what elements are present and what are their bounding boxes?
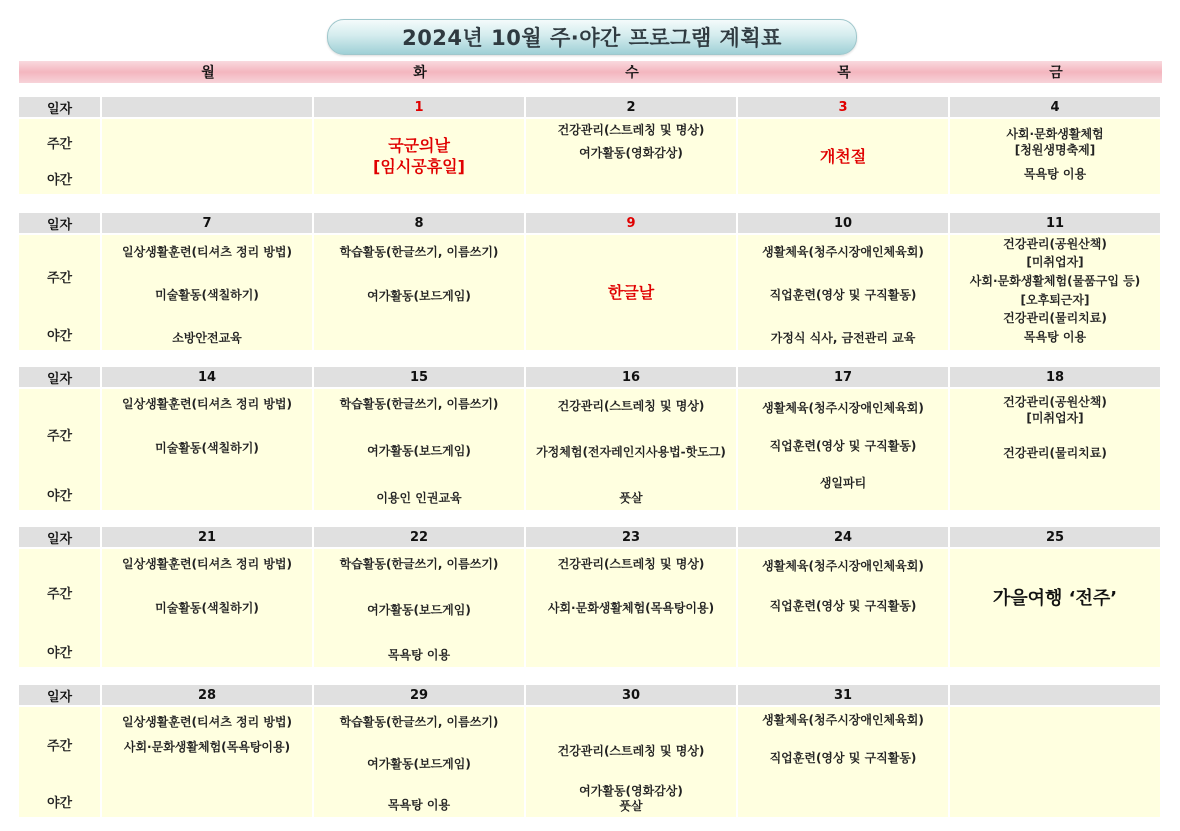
program-cell [950, 707, 1160, 817]
date-cell [950, 685, 1160, 705]
date-cell: 14 [102, 367, 312, 387]
program-cell [738, 549, 948, 667]
program-cell [526, 707, 736, 817]
date-cell: 22 [314, 527, 524, 547]
program-item: 건강관리(공원산책) [1003, 395, 1107, 409]
program-item: 직업훈련(영상 및 구직활동) [769, 598, 917, 613]
week-row [19, 685, 1162, 817]
night-shift-label: 야간 [46, 329, 73, 345]
date-cell: 28 [102, 685, 312, 705]
program-cell [950, 119, 1160, 194]
program-item: 목욕탕 이용 [1023, 167, 1087, 182]
program-item: 학습활동(한글쓰기, 이름쓰기) [339, 245, 499, 259]
program-item: 학습활동(한글쓰기, 이름쓰기) [339, 715, 499, 729]
program-item: 건강관리(물리치료) [1003, 311, 1107, 326]
date-cell: 4 [950, 97, 1160, 117]
shift-labels [19, 707, 100, 817]
program-item: 건강관리(물리치료) [1003, 446, 1107, 461]
program-item: 가정식 식사, 금전관리 교육 [770, 331, 916, 346]
program-item: 사회·문화생활체험(목욕탕이용) [123, 739, 291, 754]
program-cell [738, 119, 948, 194]
program-cell [314, 119, 524, 194]
program-cell [738, 235, 948, 350]
trip-label: 가을여행 ‘전주’ [992, 588, 1118, 610]
program-item: 여가활동(보드게임) [367, 288, 471, 303]
program-item: 건강관리(스트레칭 및 명상) [557, 399, 705, 413]
program-item: 생활체육(청주시장애인체육회) [762, 713, 924, 727]
program-item: 직업훈련(영상 및 구직활동) [769, 750, 917, 765]
program-cell [950, 549, 1160, 667]
program-item: 건강관리(공원산책) [1003, 236, 1107, 251]
program-item: 생활체육(청주시장애인체육회) [762, 559, 924, 573]
night-shift-label: 야간 [46, 796, 73, 812]
date-cell: 17 [738, 367, 948, 387]
program-cell [314, 235, 524, 350]
program-item: 학습활동(한글쓰기, 이름쓰기) [339, 557, 499, 571]
date-cell: 24 [738, 527, 948, 547]
date-cell: 11 [950, 213, 1160, 233]
program-cell [314, 549, 524, 667]
program-item: 여가활동(영화감상) [579, 145, 683, 160]
program-cell [102, 707, 312, 817]
holiday-label: 국군의날 [388, 136, 450, 156]
program-item: [오후퇴근자] [1020, 292, 1090, 307]
program-item: 사회·문화생활체험 [1006, 127, 1104, 141]
program-item: 풋살 [619, 799, 643, 814]
weekday-fri: 금 [1049, 65, 1063, 81]
date-cell [102, 97, 312, 117]
date-cell: 2 [526, 97, 736, 117]
program-cell [314, 707, 524, 817]
date-cell: 25 [950, 527, 1160, 547]
week-row [19, 527, 1162, 667]
date-row-label: 일자 [19, 527, 100, 547]
program-cell [102, 119, 312, 194]
program-item: [미취업자] [1026, 255, 1084, 270]
program-item: [미취업자] [1026, 410, 1084, 425]
day-shift-label: 주간 [46, 271, 73, 286]
date-cell: 7 [102, 213, 312, 233]
program-item: 건강관리(스트레칭 및 명상) [557, 557, 705, 571]
holiday-label: 개천절 [819, 146, 867, 166]
week-row [19, 213, 1162, 350]
weekday-wed: 수 [625, 65, 639, 81]
date-cell: 9 [526, 213, 736, 233]
program-cell [314, 389, 524, 510]
program-item: 생활체육(청주시장애인체육회) [762, 401, 924, 415]
program-item: 사회·문화생활체험(목욕탕이용) [547, 600, 715, 615]
program-item: 이용인 인권교육 [376, 491, 462, 506]
program-item: 건강관리(스트레칭 및 명상) [557, 744, 705, 759]
program-item: 여가활동(보드게임) [367, 756, 471, 771]
program-cell [102, 389, 312, 510]
program-item: 사회·문화생활체험(물품구입 등) [969, 273, 1141, 288]
shift-labels [19, 389, 100, 510]
night-shift-label: 야간 [46, 646, 73, 662]
night-shift-label: 야간 [46, 173, 73, 189]
program-cell [526, 549, 736, 667]
date-cell: 21 [102, 527, 312, 547]
date-cell: 1 [314, 97, 524, 117]
program-item: 일상생활훈련(티셔츠 정리 방법) [121, 245, 293, 259]
page-title: 2024년 10월 주·야간 프로그램 계획표 [327, 19, 857, 55]
program-item: 여가활동(보드게임) [367, 602, 471, 617]
date-row-label: 일자 [19, 367, 100, 387]
date-cell: 29 [314, 685, 524, 705]
program-item: 가정체험(전자레인지사용법-핫도그) [536, 445, 726, 460]
program-item: 학습활동(한글쓰기, 이름쓰기) [339, 397, 499, 411]
program-item: 일상생활훈련(티셔츠 정리 방법) [121, 557, 293, 571]
program-item: 건강관리(스트레칭 및 명상) [557, 123, 705, 137]
day-shift-label: 주간 [46, 429, 73, 444]
program-item: 직업훈련(영상 및 구직활동) [769, 438, 917, 453]
date-cell: 31 [738, 685, 948, 705]
weekday-blank [19, 61, 102, 83]
date-row-label: 일자 [19, 97, 100, 117]
program-cell [526, 119, 736, 194]
program-item: 목욕탕 이용 [387, 648, 451, 663]
program-item: 여가활동(영화감상) [579, 783, 683, 798]
date-cell: 18 [950, 367, 1160, 387]
program-item: 목욕탕 이용 [1023, 329, 1087, 344]
date-cell: 8 [314, 213, 524, 233]
day-shift-label: 주간 [46, 739, 73, 754]
program-cell [102, 235, 312, 350]
program-cell [738, 389, 948, 510]
program-item: 풋살 [619, 491, 643, 506]
date-cell: 23 [526, 527, 736, 547]
shift-labels [19, 549, 100, 667]
weekday-thu: 목 [837, 65, 851, 81]
program-item: 미술활동(색칠하기) [155, 440, 259, 455]
program-cell [526, 389, 736, 510]
program-item: 일상생활훈련(티셔츠 정리 방법) [121, 715, 293, 729]
night-shift-label: 야간 [46, 489, 73, 505]
holiday-label: 한글날 [607, 282, 655, 302]
program-item: 미술활동(색칠하기) [155, 600, 259, 615]
program-item: 생일파티 [819, 476, 867, 491]
day-shift-label: 주간 [46, 587, 73, 602]
shift-labels [19, 119, 100, 194]
date-row-label: 일자 [19, 213, 100, 233]
date-row-label: 일자 [19, 685, 100, 705]
program-item: 일상생활훈련(티셔츠 정리 방법) [121, 397, 293, 411]
date-cell: 15 [314, 367, 524, 387]
day-shift-label: 주간 [46, 137, 73, 152]
holiday-note: [임시공휴일] [373, 157, 465, 176]
date-cell: 30 [526, 685, 736, 705]
program-cell [950, 235, 1160, 350]
date-cell: 16 [526, 367, 736, 387]
program-cell [526, 235, 736, 350]
weekday-tue: 화 [413, 65, 427, 81]
shift-labels [19, 235, 100, 350]
program-item: 소방안전교육 [172, 331, 242, 346]
program-cell [950, 389, 1160, 510]
week-row [19, 97, 1162, 194]
program-cell [102, 549, 312, 667]
date-cell: 10 [738, 213, 948, 233]
program-item: 목욕탕 이용 [387, 798, 451, 813]
program-item: 미술활동(색칠하기) [155, 288, 259, 303]
date-cell: 3 [738, 97, 948, 117]
program-item: 생활체육(청주시장애인체육회) [762, 245, 924, 259]
program-item: 여가활동(보드게임) [367, 444, 471, 459]
program-item: 직업훈련(영상 및 구직활동) [769, 288, 917, 303]
week-row [19, 367, 1162, 510]
weekday-mon: 월 [201, 65, 215, 81]
weekday-header [19, 61, 1162, 83]
program-cell [738, 707, 948, 817]
program-item: [청원생명축제] [1014, 142, 1096, 157]
